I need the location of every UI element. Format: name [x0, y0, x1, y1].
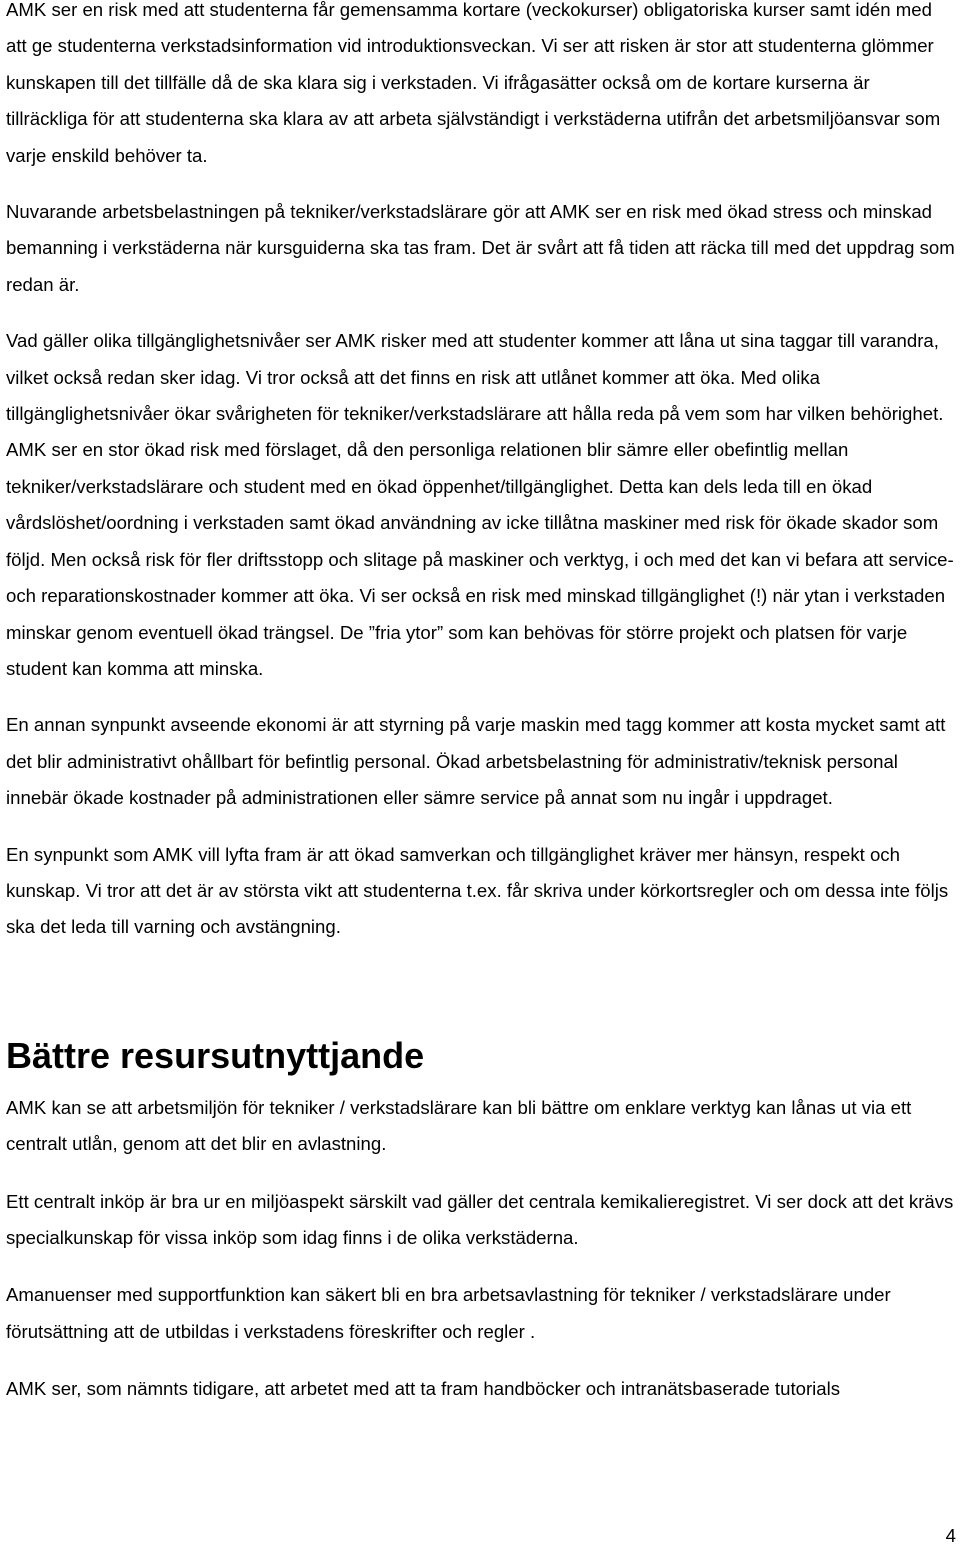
paragraph-handbooks: AMK ser, som nämnts tidigare, att arbetet med att ta fram handböcker och intranätsbaserade tutorials: [6, 1378, 841, 1400]
paragraph-course-risk: AMK ser en risk med att studenterna får gemensamma kortare (veckokurser) obligatoriska kurser samt idén med att ge studenterna verkstadsinformation vid introduktionsveckan. Vi ser att risken är stor att studenterna glömmer kunskapen till det tillfälle då de ska klara sig i verkstaden. Vi ifrågasätter också om de kortare kurserna är tillräckliga för att studenterna ska klara av att arbeta självständigt i verkstäderna utifrån det arbetsmiljöansvar som varje enskild behöver ta.: [6, 0, 941, 166]
section-heading: Bättre resursutnyttjande: [6, 1034, 425, 1076]
paragraph-economy: En annan synpunkt avseende ekonomi är att styrning på varje maskin med tagg kommer att kosta mycket samt att det blir administrativt ohållbart för befintlig personal. Ökad arbetsbelastning för administrativ/teknisk personal innebär ökade kostnader på administrationen eller sämre service på annat som nu ingår i uppdraget.: [6, 714, 946, 809]
paragraph-access-levels: Vad gäller olika tillgänglighetsnivåer ser AMK risker med att studenter kommer att låna ut sina taggar till varandra, vilket också redan sker idag. Vi tror också att det finns en risk att utlånet kommer att öka. Med olika tillgänglighetsnivåer ökar svårigheten för tekniker/verkstadslärare att hålla reda på vem som har vilken behörighet. AMK ser en stor ökad risk med förslaget, då den personliga relationen blir sämre eller obefintlig mellan tekniker/verkstadslärare och student med en ökad öppenhet/tillgänglighet. Detta kan dels leda till en ökad vårdslöshet/oordning i verkstaden samt ökad användning av icke tillåtna maskiner med risk för ökade skador som följd. Men också risk för fler driftsstopp och slitage på maskiner och verktyg, i och med det kan vi befara att service- och reparationskostnader kommer att öka. Vi ser också en risk med minskad tillgänglighet (!) när ytan i verkstaden minskar genom eventuell ökad trängsel. De ”fria ytor” som kan behövas för större projekt och platsen för varje student kan komma att minska.: [6, 330, 954, 679]
paragraph-central-purchase: Ett centralt inköp är bra ur en miljöaspekt särskilt vad gäller det centrala kemikalieregistret. Vi ser dock att det krävs specialkunskap för vissa inköp som idag finns i de olika verkstäderna.: [6, 1190, 954, 1248]
page-number: 4: [945, 1525, 956, 1546]
document-body: [6, 0, 956, 1408]
paragraph-collaboration: En synpunkt som AMK vill lyfta fram är att ökad samverkan och tillgänglighet kräver mer hänsyn, respekt och kunskap. Vi tror att det är av största vikt att studenterna t.ex. får skriva under körkortsregler och om dessa inte följs ska det leda till varning och avstängning.: [6, 843, 949, 938]
paragraph-workload: Nuvarande arbetsbelastningen på tekniker/verkstadslärare gör att AMK ser en risk med ökad stress och minskad bemanning i verkstäderna när kursguiderna ska tas fram. Det är svårt att få tiden att räcka till med det uppdrag som redan är.: [6, 201, 955, 295]
paragraph-amanuenses: Amanuenser med supportfunktion kan säkert bli en bra arbetsavlastning för tekniker / verkstadslärare under förutsättning att de utbildas i verkstadens föreskrifter och regler .: [6, 1284, 891, 1342]
paragraph-central-loan: AMK kan se att arbetsmiljön för tekniker / verkstadslärare kan bli bättre om enklare verktyg kan lånas ut via ett centralt utlån, genom att det blir en avlastning.: [6, 1096, 912, 1155]
